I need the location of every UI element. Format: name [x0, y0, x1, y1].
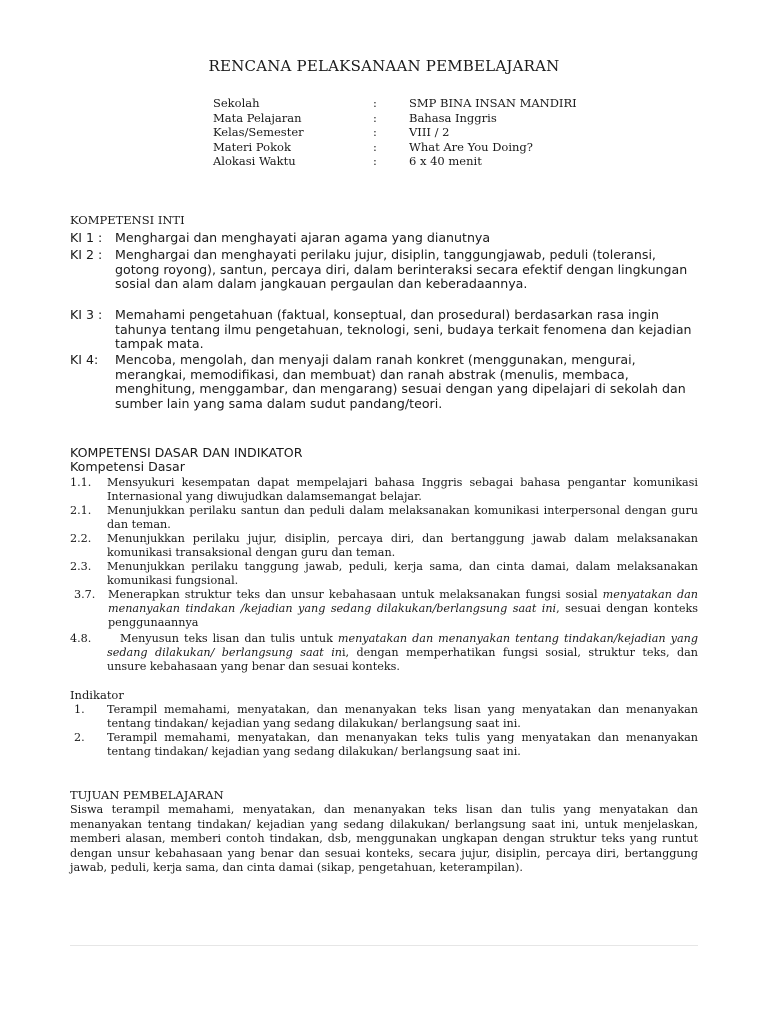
kd-text: Menunjukkan perilaku tanggung jawab, peduli, kerja sama, dan cinta damai, dalam melaksanakan komunikasi fungsional. [107, 560, 698, 588]
info-value: 6 x 40 menit [409, 154, 482, 168]
kd-text: Mensyukuri kesempatan dapat mempelajari bahasa Inggris sebagai bahasa pengantar komunikasi Internasional yang diwujudkan dalamsemangat belajar. [107, 476, 698, 504]
kompetensi-dasar-heading: KOMPETENSI DASAR DAN INDIKATOR [70, 445, 303, 460]
indikator-item [70, 703, 698, 731]
info-value: VIII / 2 [409, 125, 450, 139]
kd-number: 4.8. [70, 632, 92, 645]
indikator-item [70, 731, 698, 759]
info-row-mata-pelajaran [0, 111, 768, 126]
kompetensi-dasar-subheading: Kompetensi Dasar [70, 459, 185, 474]
info-value: What Are You Doing? [409, 139, 533, 154]
info-row-materi-pokok [0, 140, 768, 155]
ki-text: Menghargai dan menghayati perilaku jujur, disiplin, tanggungjawab, peduli (toleransi, gotong royong), santun, percaya diri, dalam berinteraksi secara efektif dengan lingkungan sosial dan alam dalam jangkauan pergaulan dan keberadaannya. [115, 247, 688, 292]
kd-text-part: i, dengan memperhatikan fungsi sosial, struktur teks, dan unsure kebahasaan yang benar dan sesuai konteks. [107, 646, 698, 674]
kd-item [74, 588, 698, 631]
indikator-heading: Indikator [70, 688, 124, 702]
ki-item [70, 248, 700, 292]
kd-text-part: , sesuai dengan konteks penggunaannya [108, 602, 698, 630]
info-value: SMP BINA INSAN MANDIRI [409, 96, 577, 110]
kd-text: Menunjukkan perilaku jujur, disiplin, percaya diri, dan bertanggung jawab dalam melaksanakan komunikasi transaksional dengan guru dan teman. [107, 532, 698, 560]
info-label: Sekolah [213, 96, 260, 110]
ki-item [70, 353, 700, 411]
indikator-text: Terampil memahami, menyatakan, dan menanyakan teks tulis yang menyatakan dan menanyakan tentang tindakan/ kejadian yang sedang dilakukan/ berlangsung saat ini. [107, 731, 698, 759]
tujuan-heading: TUJUAN PEMBELAJARAN [70, 788, 224, 802]
info-value: Bahasa Inggris [409, 110, 497, 125]
kd-text-part: Menerapkan struktur teks dan unsur kebahasaan untuk melaksanakan fungsi sosial [108, 588, 603, 601]
kd-number: 2.2. [70, 532, 92, 545]
kd-text: Menunjukkan perilaku santun dan peduli dalam melaksanakan komunikasi interpersonal dengan guru dan teman. [107, 504, 698, 532]
info-separator: : [373, 125, 377, 139]
page-divider [70, 945, 698, 946]
kd-number: 2.3. [70, 560, 92, 573]
document-title: RENCANA PELAKSANAAN PEMBELAJARAN [208, 57, 560, 75]
kd-text [107, 632, 698, 675]
ki-label: KI 1 : [70, 230, 103, 245]
info-separator: : [373, 96, 377, 110]
ki-item [70, 308, 700, 352]
info-label: Alokasi Waktu [213, 154, 296, 168]
ki-item [70, 231, 700, 246]
kd-number: 2.1. [70, 504, 92, 517]
kd-text-part: Menyusun teks lisan dan tulis untuk [120, 632, 338, 645]
kompetensi-inti-heading: KOMPETENSI INTI [70, 213, 185, 227]
kd-text-italic: menyatakan dan menanyakan tindakan /kejadian yang sedang dilakukan/berlangsung saat ini [108, 588, 698, 616]
indikator-number: 1. [74, 703, 85, 716]
kd-text-italic: menyatakan dan menanyakan tentang tindakan/kejadian yang sedang dilakukan/ berlangsung saat in [107, 632, 698, 660]
indikator-number: 2. [74, 731, 85, 744]
ki-label: KI 4: [70, 352, 99, 367]
kd-number: 1.1. [70, 476, 92, 489]
kd-item [70, 476, 698, 504]
info-label: Materi Pokok [213, 139, 291, 154]
kd-number: 3.7. [74, 588, 96, 601]
ki-text: Menghargai dan menghayati ajaran agama yang dianutnya [115, 230, 491, 245]
info-separator: : [373, 139, 377, 154]
info-row-alokasi-waktu [0, 154, 768, 169]
tujuan-text: Siswa terampil memahami, menyatakan, dan menanyakan teks lisan dan tulis yang menyatakan dan menanyakan tentang tindakan/ kejadian yang sedang dilakukan/ berlangsung saat ini, untuk menjelaskan, memberi alasan, memberi contoh tindakan, dsb, menggunakan ungkapan dengan struktur teks yang runtut dengan unsur kebahasaan yang benar dan sesuai konteks, secara jujur, disiplin, percaya diri, bertanggung jawab, peduli, kerja sama, dan cinta damai (sikap, pengetahuan, keterampilan). [70, 803, 698, 875]
kd-item [70, 632, 698, 675]
info-separator: : [373, 154, 377, 168]
ki-label: KI 2 : [70, 247, 103, 262]
kd-item [70, 532, 698, 560]
indikator-text: Terampil memahami, menyatakan, dan menanyakan teks lisan yang menyatakan dan menanyakan tentang tindakan/ kejadian yang sedang dilakukan/ berlangsung saat ini. [107, 703, 698, 731]
kd-text [108, 588, 698, 631]
info-label: Mata Pelajaran [213, 110, 302, 125]
kd-item [70, 504, 698, 532]
info-separator: : [373, 110, 377, 125]
ki-text: Mencoba, mengolah, dan menyaji dalam ranah konkret (menggunakan, mengurai, merangkai, memodifikasi, dan membuat) dan ranah abstrak (menulis, membaca, menghitung, menggambar, dan mengarang) sesuai dengan yang dipelajari di sekolah dan sumber lain yang sama dalam sudut pandang/teori. [115, 352, 686, 411]
kd-item [70, 560, 698, 588]
ki-text: Memahami pengetahuan (faktual, konseptual, dan prosedural) berdasarkan rasa ingin tahunya tentang ilmu pengetahuan, teknologi, seni, budaya terkait fenomena dan kejadian tampak mata. [115, 307, 692, 352]
info-row-kelas-semester [0, 125, 768, 140]
info-label: Kelas/Semester [213, 125, 304, 139]
ki-label: KI 3 : [70, 307, 103, 322]
info-row-sekolah [0, 96, 768, 111]
